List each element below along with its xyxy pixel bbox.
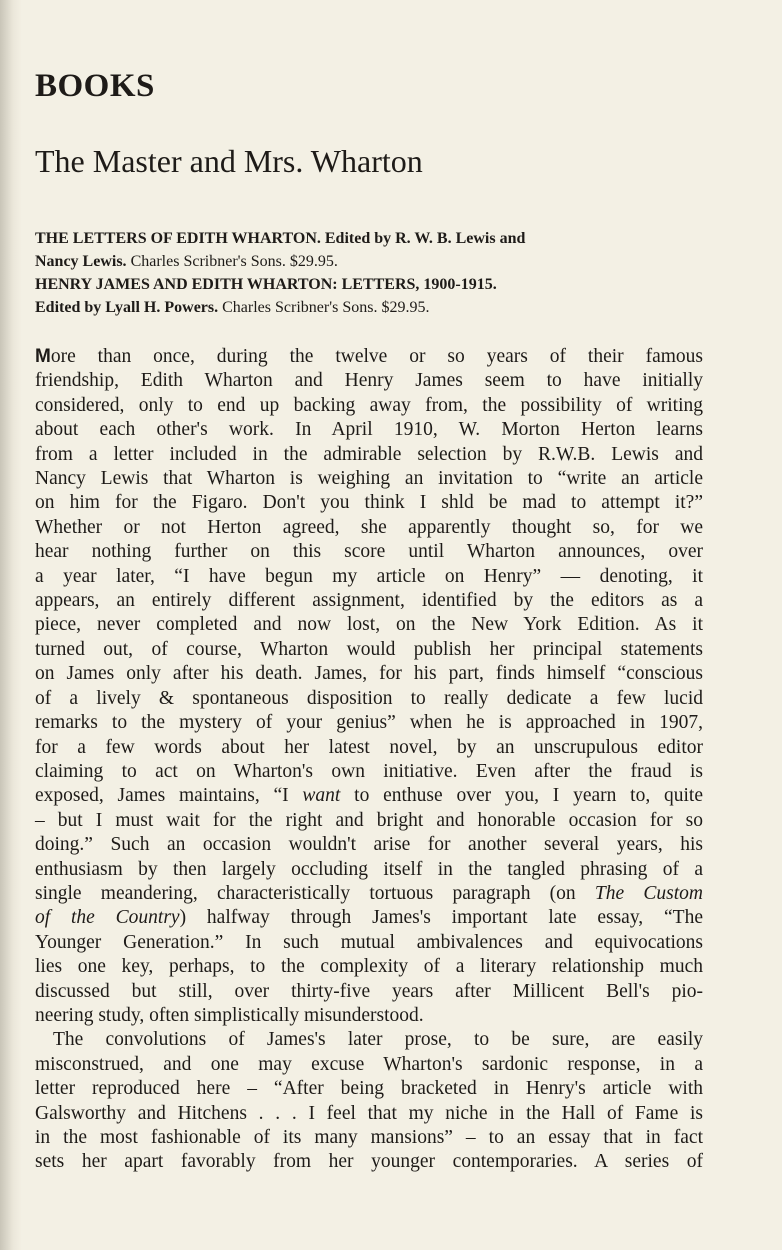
body-line: of a lively & spontaneous disposition to really dedicate a few lucid <box>35 687 703 709</box>
body-line: a year later, “I have begun my article on Henry” — denoting, it <box>35 565 703 587</box>
article-body <box>35 345 703 1175</box>
drop-cap: M <box>35 346 51 367</box>
body-line: Whether or not Herton agreed, she apparently thought so, for we <box>35 516 703 538</box>
body-line: appears, an entirely different assignment, identified by the editors as a <box>35 590 703 612</box>
body-line: friendship, Edith Wharton and Henry James seem to have initially <box>35 370 703 392</box>
body-line: lies one key, perhaps, to the complexity of a literary relationship much <box>35 956 703 978</box>
section-heading: BOOKS <box>35 68 155 104</box>
book-title-custom: The Custom <box>594 882 703 904</box>
review-entry-1-publisher: Charles Scribner's Sons. $29.95. <box>130 253 338 270</box>
review-entry-2-title: HENRY JAMES AND EDITH WHARTON: LETTERS, 1900-1915. <box>35 276 497 293</box>
body-line: in the most fashionable of its many mansions” – to an essay that in fact <box>35 1127 703 1148</box>
body-line: Galsworthy and Hitchens . . . I feel that my niche in the Hall of Fame is <box>35 1102 703 1124</box>
page-gutter-shadow <box>0 0 22 1250</box>
body-line: More than once, during the twelve or so years of their famous <box>35 346 703 367</box>
emphasis-want: want <box>302 785 341 807</box>
article-title: The Master and Mrs. Wharton <box>35 143 423 179</box>
body-line: on him for the Figaro. Don't you think I shld be mad to attempt it?” <box>35 492 703 514</box>
body-line: for a few words about her latest novel, by an unscrupulous editor <box>35 736 703 758</box>
body-line: turned out, of course, Wharton would publish her principal statements <box>35 638 703 660</box>
body-line: enthusiasm by then largely occluding itself in the tangled phrasing of a <box>35 858 703 880</box>
body-line: considered, only to end up backing away from, the possibility of writing <box>35 394 703 416</box>
body-line: claiming to act on Wharton's own initiative. Even after the fraud is <box>35 760 703 782</box>
body-line: piece, never completed and now lost, on the New York Edition. As it <box>35 614 703 636</box>
body-line: Nancy Lewis that Wharton is weighing an invitation to “write an article <box>35 468 703 490</box>
review-entry-1-editors: Nancy Lewis. <box>35 253 127 270</box>
review-entry-2-line-1 <box>35 273 703 296</box>
body-line: letter reproduced here – “After being bracketed in Henry's article with <box>35 1078 703 1100</box>
review-entry-1-title: THE LETTERS OF EDITH WHARTON. Edited by R. W. B. Lewis and <box>35 230 526 247</box>
body-line: The convolutions of James's later prose, to be sure, are easily <box>53 1029 703 1051</box>
body-line: misconstrued, and one may excuse Wharton's sardonic response, in a <box>35 1053 703 1075</box>
body-line: doing.” Such an occasion wouldn't arise for another several years, his <box>35 834 703 856</box>
body-line: – but I must wait for the right and bright and honorable occasion for so <box>35 809 703 831</box>
review-entry-2-editors: Edited by Lyall H. Powers. <box>35 299 219 316</box>
body-line: neering study, often simplistically misunderstood. <box>35 1004 424 1026</box>
body-line: single meandering, characteristically tortuous paragraph (on The Custom <box>35 882 703 904</box>
body-line: hear nothing further on this score until Wharton announces, over <box>35 541 703 563</box>
review-entry-1-line-2 <box>35 250 703 273</box>
review-entry-2-line-2 <box>35 296 703 319</box>
review-entry-2-publisher: Charles Scribner's Sons. $29.95. <box>222 299 430 316</box>
body-line: Younger Generation.” In such mutual ambivalences and equivocations <box>35 931 703 953</box>
body-line: exposed, James maintains, “I want to enthuse over you, I yearn to, quite <box>35 785 703 807</box>
book-title-country: of the Country <box>35 907 180 929</box>
body-line: remarks to the mystery of your genius” when he is approached in 1907, <box>35 712 703 734</box>
body-line: of the Country) halfway through James's important late essay, “The <box>35 907 703 929</box>
review-entry-1-line-1 <box>35 227 703 250</box>
body-line: sets her apart favorably from her younger contemporaries. A series of <box>35 1151 703 1173</box>
body-line: about each other's work. In April 1910, W. Morton Herton learns <box>35 419 703 441</box>
body-line: discussed but still, over thirty-five years after Millicent Bell's pio- <box>35 980 703 1002</box>
body-line: on James only after his death. James, for his part, finds himself “conscious <box>35 663 703 685</box>
reviewed-books <box>35 227 703 319</box>
body-line: from a letter included in the admirable selection by R.W.B. Lewis and <box>35 443 703 465</box>
